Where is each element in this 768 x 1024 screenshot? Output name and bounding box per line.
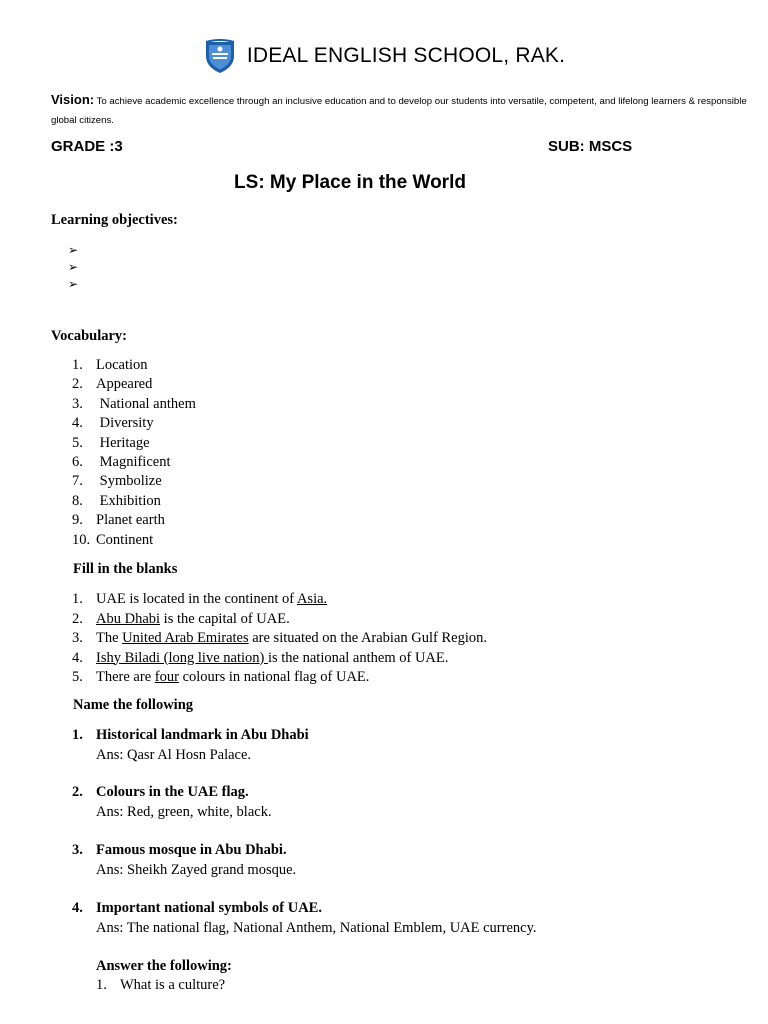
arrow-bullet-icon: ➢	[68, 243, 79, 257]
answer-text: Ans: Qasr Al Hosn Palace.	[96, 746, 252, 763]
answer-text: Ans: Sheikh Zayed grand mosque.	[96, 861, 297, 878]
question-text: What is a culture?	[120, 977, 226, 993]
question-text: Historical landmark in Abu Dhabi	[96, 727, 309, 743]
lesson-title: LS: My Place in the World	[234, 172, 466, 193]
blank-answer: Abu Dhabi	[96, 610, 161, 627]
blank-answer: Asia.	[296, 591, 328, 607]
fill-blank-item: 3. The United Arab Emirates are situated on the Arabian Gulf Region.	[72, 630, 487, 646]
objectives-list	[68, 243, 78, 294]
answer-following-heading: Answer the following:	[96, 958, 232, 974]
fill-blank-item: 1. UAE is located in the continent of Asia.	[72, 591, 328, 607]
vocab-item: 5. Heritage	[72, 434, 150, 451]
vision-statement	[51, 90, 751, 130]
vocab-item: 8. Exhibition	[72, 492, 161, 509]
question-text: Famous mosque in Abu Dhabi.	[96, 842, 287, 858]
objective-item	[68, 260, 78, 277]
grade-label: GRADE :3	[51, 138, 123, 155]
vocab-item: 10. Continent	[72, 531, 154, 548]
question-block: 4. Important national symbols of UAE. Ans: The national flag, National Anthem, National Emblem, UAE currency.	[72, 899, 537, 938]
answer-text: Ans: The national flag, National Anthem, National Emblem, UAE currency.	[96, 919, 537, 936]
vocab-item: 6. Magnificent	[72, 453, 171, 470]
question-block: 3. Famous mosque in Abu Dhabi. Ans: Sheikh Zayed grand mosque.	[72, 841, 296, 880]
name-following-heading: Name the following	[73, 697, 194, 713]
page-header	[0, 38, 768, 74]
vocab-item: 9. Planet earth	[72, 512, 165, 529]
fill-blanks-list	[72, 590, 487, 688]
fill-blank-item: 4. Ishy Biladi (long live nation) is the national anthem of UAE.	[72, 649, 449, 666]
question-text: Important national symbols of UAE.	[96, 900, 322, 916]
vocab-item: 2. Appeared	[72, 376, 153, 393]
vocab-item: 1. Location	[72, 357, 148, 373]
fill-blank-item: 2. Abu Dhabi is the capital of UAE.	[72, 610, 290, 627]
open-question: 1. What is a culture?	[96, 977, 226, 993]
blank-answer: United Arab Emirates	[122, 630, 249, 646]
question-block: 1. Historical landmark in Abu Dhabi Ans: Qasr Al Hosn Palace.	[72, 726, 309, 765]
school-name: IDEAL ENGLISH SCHOOL, RAK.	[246, 44, 566, 67]
subject-label: SUB: MSCS	[548, 138, 633, 155]
learning-objectives-heading: Learning objectives:	[51, 212, 178, 228]
school-crest-logo	[203, 38, 237, 74]
objective-item	[68, 243, 78, 260]
answer-text: Ans: Red, green, white, black.	[96, 803, 272, 820]
objective-item	[68, 277, 78, 294]
question-text: Colours in the UAE flag.	[96, 784, 249, 800]
vocab-item: 3. National anthem	[72, 395, 196, 412]
arrow-bullet-icon: ➢	[68, 260, 79, 274]
vision-text: To achieve academic excellence through an inclusive education and to develop our students into versatile, competent, and lifelong learners & responsible global citizens.	[51, 96, 747, 126]
fill-blank-item: 5. There are four colours in national flag of UAE.	[72, 669, 370, 685]
vocabulary-heading: Vocabulary:	[51, 328, 127, 344]
fill-blanks-heading: Fill in the blanks	[73, 561, 178, 577]
arrow-bullet-icon: ➢	[68, 277, 79, 291]
blank-answer: Ishy Biladi (long live nation)	[96, 649, 268, 666]
question-block: 2. Colours in the UAE flag. Ans: Red, green, white, black.	[72, 783, 272, 822]
blank-answer: four	[154, 669, 179, 685]
vision-label: Vision:	[51, 92, 95, 107]
vocabulary-list	[72, 356, 196, 550]
vocab-item: 4. Diversity	[72, 415, 154, 432]
vocab-item: 7. Symbolize	[72, 473, 162, 490]
